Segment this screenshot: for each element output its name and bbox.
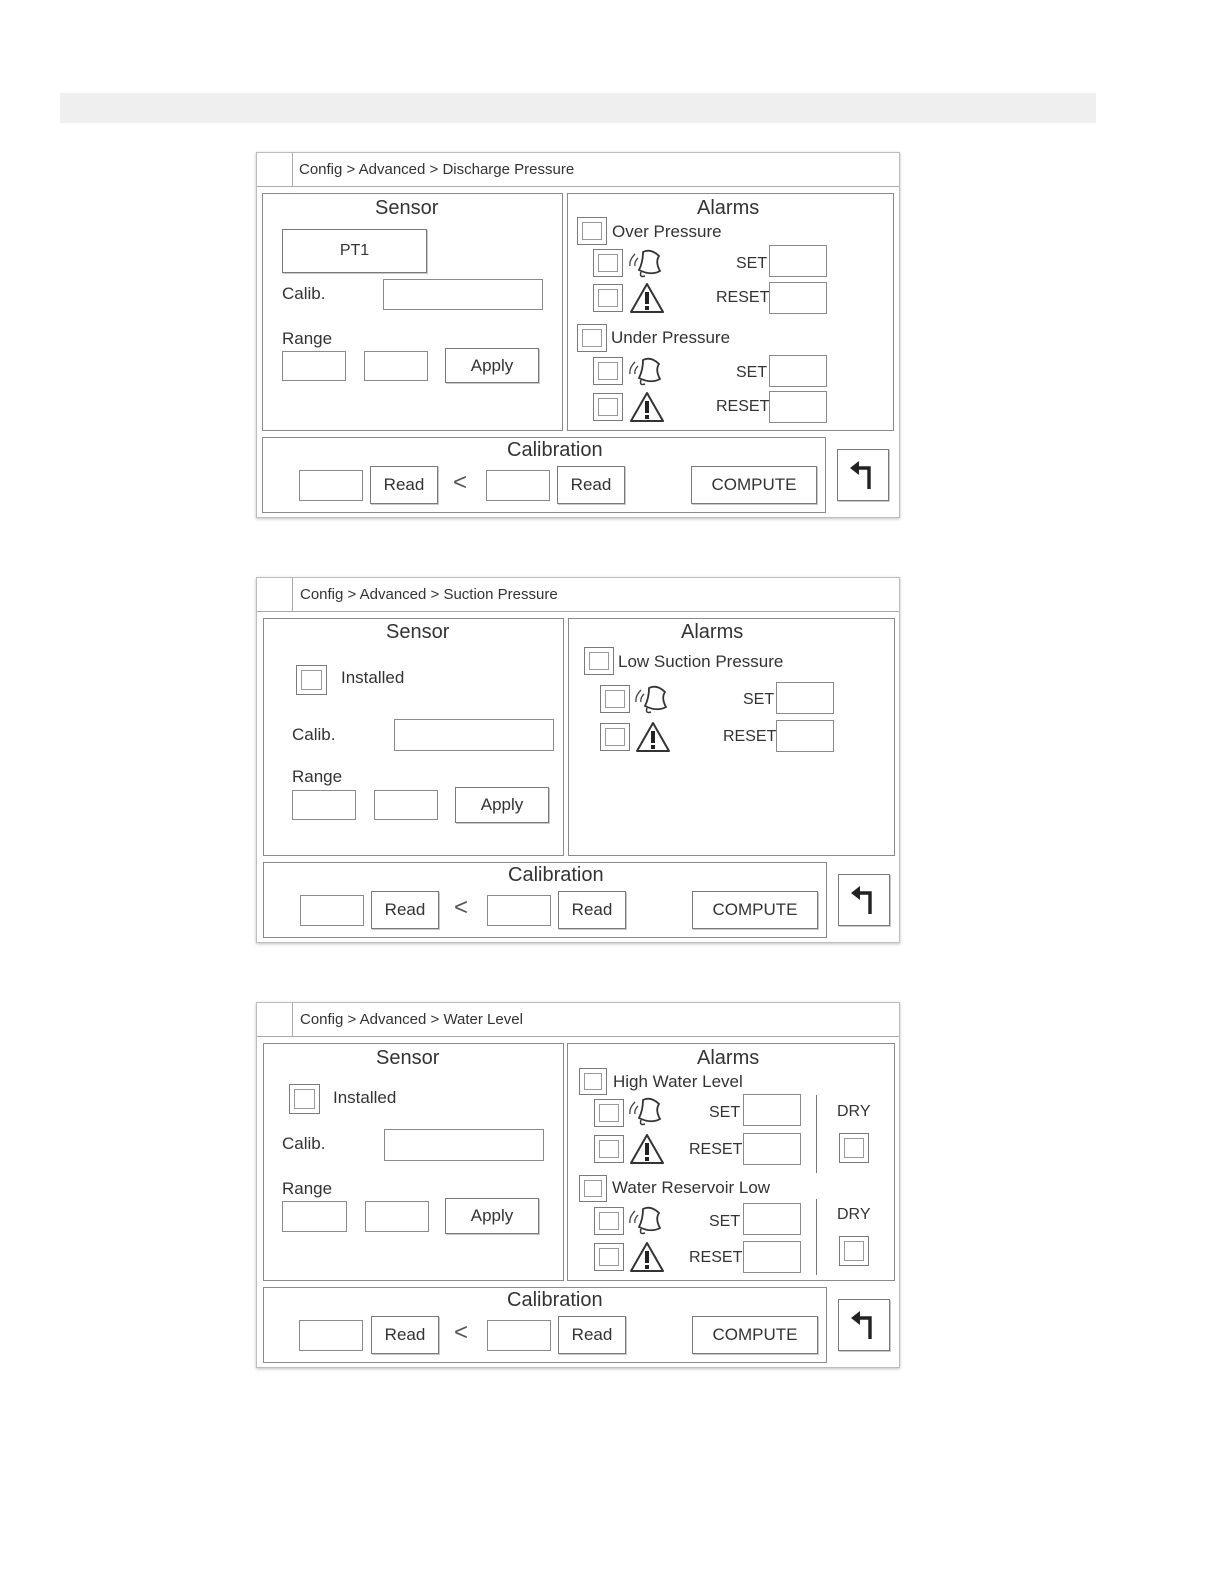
over-pressure-alarm-checkbox[interactable] <box>593 249 623 277</box>
bell-mute-icon <box>631 682 671 716</box>
installed-label: Installed <box>333 1088 397 1107</box>
low-suction-reset-input[interactable] <box>776 720 834 752</box>
bell-mute-icon <box>625 246 665 280</box>
back-button[interactable] <box>838 874 890 926</box>
water-reservoir-dry-checkbox[interactable] <box>839 1236 869 1266</box>
high-water-level-checkbox[interactable] <box>579 1068 607 1095</box>
breadcrumb-home[interactable] <box>257 1003 293 1037</box>
bell-mute-icon <box>625 354 665 388</box>
calib-label: Calib. <box>282 1134 326 1153</box>
under-pressure-alarm-checkbox[interactable] <box>593 357 623 385</box>
over-pressure-warning-checkbox[interactable] <box>593 284 623 312</box>
less-than-symbol: < <box>454 894 469 921</box>
calibration-low-input[interactable] <box>300 895 364 926</box>
alarms-panel-title: Alarms <box>681 621 744 643</box>
water-reservoir-alarm-checkbox[interactable] <box>594 1207 624 1235</box>
sensor-panel-title: Sensor <box>375 197 439 219</box>
high-water-reset-input[interactable] <box>743 1133 801 1165</box>
read-low-button[interactable]: Read <box>371 1316 439 1354</box>
sensor-select-button[interactable]: PT1 <box>282 229 427 273</box>
range-max-input[interactable] <box>365 1201 429 1232</box>
apply-button[interactable]: Apply <box>455 787 549 823</box>
installed-checkbox[interactable] <box>289 1084 320 1114</box>
calibration-low-input[interactable] <box>299 1320 363 1351</box>
range-label: Range <box>282 329 333 348</box>
back-arrow-icon <box>849 884 879 916</box>
under-pressure-reset-label: RESET <box>716 398 770 415</box>
breadcrumb-home[interactable] <box>257 153 293 187</box>
less-than-symbol: < <box>453 469 468 496</box>
compute-button[interactable]: COMPUTE <box>691 466 817 504</box>
high-water-set-input[interactable] <box>743 1094 801 1126</box>
water-reservoir-set-input[interactable] <box>743 1203 801 1235</box>
breadcrumb: Config > Advanced > Water Level <box>300 1011 523 1028</box>
compute-button[interactable]: COMPUTE <box>692 1316 818 1354</box>
calibration-low-input[interactable] <box>299 470 363 501</box>
range-label: Range <box>282 1179 333 1198</box>
water-reservoir-reset-input[interactable] <box>743 1241 801 1273</box>
calib-input[interactable] <box>394 719 554 751</box>
read-high-button[interactable]: Read <box>557 466 625 504</box>
high-water-set-label: SET <box>709 1104 741 1121</box>
read-low-button[interactable]: Read <box>370 466 438 504</box>
calibration-panel-title: Calibration <box>507 439 603 461</box>
over-pressure-reset-label: RESET <box>716 289 770 306</box>
installed-checkbox[interactable] <box>296 665 327 695</box>
compute-button[interactable]: COMPUTE <box>692 891 818 929</box>
range-max-input[interactable] <box>374 790 438 820</box>
back-button[interactable] <box>838 1299 890 1351</box>
calib-label: Calib. <box>282 284 326 303</box>
low-suction-pressure-label: Low Suction Pressure <box>618 652 784 671</box>
calibration-panel-title: Calibration <box>508 864 604 886</box>
warning-icon <box>629 391 665 423</box>
water-reservoir-set-label: SET <box>709 1213 741 1230</box>
water-reservoir-reset-label: RESET <box>689 1249 743 1266</box>
breadcrumb-divider <box>293 1036 899 1037</box>
under-pressure-set-input[interactable] <box>769 355 827 387</box>
range-min-input[interactable] <box>292 790 356 820</box>
back-arrow-icon <box>848 459 878 491</box>
back-arrow-icon <box>849 1309 879 1341</box>
calib-input[interactable] <box>384 1129 544 1161</box>
under-pressure-warning-checkbox[interactable] <box>593 393 623 421</box>
breadcrumb-divider <box>293 611 899 612</box>
back-button[interactable] <box>837 449 889 501</box>
breadcrumb: Config > Advanced > Suction Pressure <box>300 586 558 603</box>
calibration-high-input[interactable] <box>486 470 550 501</box>
high-water-alarm-checkbox[interactable] <box>594 1099 624 1127</box>
alarms-panel-title: Alarms <box>697 197 760 219</box>
read-high-button[interactable]: Read <box>558 1316 626 1354</box>
high-water-dry-label: DRY <box>837 1103 871 1120</box>
warning-icon <box>629 282 665 314</box>
low-suction-reset-label: RESET <box>723 728 777 745</box>
range-min-input[interactable] <box>282 1201 347 1232</box>
calibration-high-input[interactable] <box>487 1320 551 1351</box>
calibration-high-input[interactable] <box>487 895 551 926</box>
sensor-panel <box>263 1043 564 1281</box>
water-reservoir-dry-label: DRY <box>837 1206 871 1223</box>
dry-divider <box>816 1199 817 1275</box>
high-water-dry-checkbox[interactable] <box>839 1133 869 1163</box>
high-water-warning-checkbox[interactable] <box>594 1135 624 1163</box>
breadcrumb-home[interactable] <box>257 578 293 612</box>
high-water-reset-label: RESET <box>689 1141 743 1158</box>
read-low-button[interactable]: Read <box>371 891 439 929</box>
discharge-pressure-screen <box>256 152 900 518</box>
low-suction-set-input[interactable] <box>776 682 834 714</box>
range-min-input[interactable] <box>282 351 346 381</box>
alarms-panel-title: Alarms <box>697 1047 760 1069</box>
over-pressure-reset-input[interactable] <box>769 282 827 314</box>
water-reservoir-low-label: Water Reservoir Low <box>612 1178 771 1197</box>
suction-pressure-screen <box>256 577 900 943</box>
over-pressure-set-input[interactable] <box>769 245 827 277</box>
under-pressure-set-label: SET <box>736 364 768 381</box>
low-suction-set-label: SET <box>743 691 775 708</box>
calib-label: Calib. <box>292 725 336 744</box>
over-pressure-checkbox[interactable] <box>577 217 607 245</box>
low-suction-pressure-checkbox[interactable] <box>584 647 614 675</box>
low-suction-alarm-checkbox[interactable] <box>600 685 630 713</box>
bell-mute-icon <box>625 1094 665 1128</box>
sensor-panel-title: Sensor <box>376 1047 440 1069</box>
low-suction-warning-checkbox[interactable] <box>600 723 630 751</box>
bell-mute-icon <box>625 1203 665 1237</box>
header-bar <box>60 93 1096 123</box>
range-label: Range <box>292 767 343 786</box>
under-pressure-reset-input[interactable] <box>769 391 827 423</box>
range-max-input[interactable] <box>364 351 428 381</box>
read-high-button[interactable]: Read <box>558 891 626 929</box>
apply-button[interactable]: Apply <box>445 348 539 383</box>
high-water-level-label: High Water Level <box>613 1072 743 1091</box>
less-than-symbol: < <box>454 1319 469 1346</box>
sensor-panel-title: Sensor <box>386 621 450 643</box>
installed-label: Installed <box>341 668 405 687</box>
warning-icon <box>629 1133 665 1165</box>
breadcrumb: Config > Advanced > Discharge Pressure <box>299 161 575 178</box>
calib-input[interactable] <box>383 279 543 310</box>
under-pressure-label: Under Pressure <box>611 328 731 347</box>
calibration-panel-title: Calibration <box>507 1289 603 1311</box>
water-reservoir-warning-checkbox[interactable] <box>594 1243 624 1271</box>
water-level-screen <box>256 1002 900 1368</box>
warning-icon <box>629 1241 665 1273</box>
under-pressure-checkbox[interactable] <box>577 324 607 352</box>
over-pressure-set-label: SET <box>736 255 768 272</box>
over-pressure-label: Over Pressure <box>612 222 722 241</box>
breadcrumb-divider <box>293 186 899 187</box>
dry-divider <box>816 1095 817 1173</box>
warning-icon <box>635 721 671 753</box>
water-reservoir-low-checkbox[interactable] <box>579 1175 607 1202</box>
apply-button[interactable]: Apply <box>445 1198 539 1234</box>
